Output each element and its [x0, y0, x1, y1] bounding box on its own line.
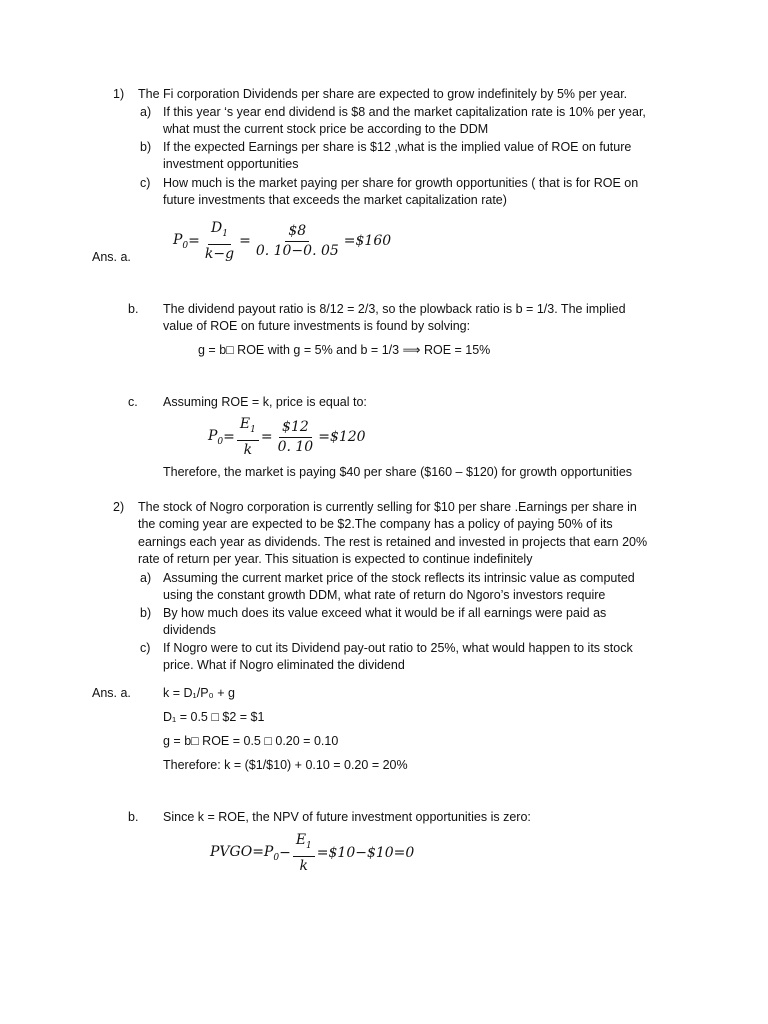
- q2-stem-line1: The stock of Nogro corporation is currently selling for $10 per share .Earnings per share in: [138, 500, 637, 514]
- q1-b-label: b): [140, 140, 152, 154]
- q1-number: 1): [113, 87, 125, 101]
- eq-pvgo-lhs: $PVGO=P_0$: [210, 844, 280, 863]
- eq-c-fraction-1: $\frac{E_1}{k}$: [237, 416, 259, 459]
- q1-b-line1: If the expected Earnings per share is $12 ,what is the implied value of ROE on future: [163, 140, 632, 154]
- q2-a-line2: using the constant growth DDM, what rate of return do Ngoro’s investors require: [163, 588, 606, 602]
- q1-c-label: c): [140, 176, 151, 190]
- equation-c: $P_0$ = $\frac{E_1}{k}$ = $\frac{\$12}{0. 10}$ =$120: [208, 416, 366, 458]
- q1-c-line1: How much is the market paying per share for growth opportunities ( that is for ROE on: [163, 176, 639, 190]
- ans1-b-label: b.: [128, 302, 139, 316]
- q2-a-label: a): [140, 571, 152, 585]
- q2-stem-line3: earnings each year as dividends. The rest is retained and invested in projects that earn 20%: [138, 535, 648, 549]
- q2-number: 2): [113, 500, 125, 514]
- ans1-b-line2: value of ROE on future investments is found by solving:: [163, 319, 471, 333]
- eq-a-result: =$160: [343, 233, 392, 250]
- ans2-a-line4: Therefore: k = ($1/$10) + 0.10 = 0.20 = 20%: [163, 758, 408, 772]
- q2-c-line1: If Nogro were to cut its Dividend pay-out ratio to 25%, what would happen to its stock: [163, 641, 633, 655]
- eq-a-fraction-1: $\frac{D_1}{k-g}$: [204, 220, 235, 262]
- ans1-c-label: c.: [128, 395, 138, 409]
- q2-b-label: b): [140, 606, 152, 620]
- ans1-c-line1: Assuming ROE = k, price is equal to:: [163, 395, 367, 409]
- eq-c-fraction-2: $\frac{\$12}{0. 10}$: [277, 418, 314, 455]
- eq-a-fraction-2: $\frac{\$8}{0. 10-0. 05}$: [255, 222, 339, 259]
- q2-c-label: c): [140, 641, 151, 655]
- q1-a-line1: If this year ‘s year end dividend is $8 and the market capitalization rate is 10% per year,: [163, 105, 646, 119]
- eq-c-lhs: $P_0$: [208, 428, 224, 447]
- q2-c-line2: price. What if Nogro eliminated the dividend: [163, 658, 405, 672]
- equation-pvgo: $PVGO=P_0$ − $\frac{E_1}{k}$ =$10−$10=0: [210, 832, 415, 874]
- q2-b-line1: By how much does its value exceed what it would be if all earnings were paid as: [163, 606, 607, 620]
- ans2-a-line3: g = b□ ROE = 0.5 □ 0.20 = 0.10: [163, 734, 339, 748]
- ans1-b-line1: The dividend payout ratio is 8/12 = 2/3, so the plowback ratio is b = 1/3. The implied: [163, 302, 626, 316]
- ans1-c-line2: Therefore, the market is paying $40 per share ($160 – $120) for growth opportunities: [163, 465, 633, 479]
- eq-pvgo-fraction: $\frac{E_1}{k}$: [293, 832, 315, 875]
- ans2-b-label: b.: [128, 810, 139, 824]
- ans2-a-label: Ans. a.: [92, 686, 131, 700]
- ans2-b-line1: Since k = ROE, the NPV of future investment opportunities is zero:: [163, 810, 531, 824]
- eq-c-result: =$120: [318, 429, 366, 446]
- q1-a-line2: what must the current stock price be according to the DDM: [163, 122, 489, 136]
- q2-b-line2: dividends: [163, 623, 216, 637]
- q2-a-line1: Assuming the current market price of the stock reflects its intrinsic value as computed: [163, 571, 635, 585]
- q1-c-line2: future investments that exceeds the market capitalization rate): [163, 193, 507, 207]
- ans2-a-line2: D₁ = 0.5 □ $2 = $1: [163, 710, 265, 724]
- eq-pvgo-result: =$10−$10=0: [316, 845, 415, 862]
- eq-a-lhs: $P_0$: [173, 232, 189, 251]
- q1-a-label: a): [140, 105, 152, 119]
- ans2-a-line1: k = D₁/P₀ + g: [163, 686, 235, 700]
- ans1-b-line3: g = b□ ROE with g = 5% and b = 1/3 ⟹ ROE = 15%: [198, 343, 491, 357]
- ans1-a-label: Ans. a.: [92, 250, 131, 264]
- q1-b-line2: investment opportunities: [163, 157, 299, 171]
- q1-stem: The Fi corporation Dividends per share are expected to grow indefinitely by 5% per year.: [138, 87, 628, 101]
- q2-stem-line2: the coming year are expected to be $2.The company has a policy of paying 50% of its: [138, 517, 613, 531]
- equation-a: $P_0$ = $\frac{D_1}{k-g}$ = $\frac{\$8}{0. 10-0. 05}$ =$160: [173, 220, 392, 262]
- q2-stem-line4: rate of return per year. This situation is expected to continue indefinitely: [138, 552, 533, 566]
